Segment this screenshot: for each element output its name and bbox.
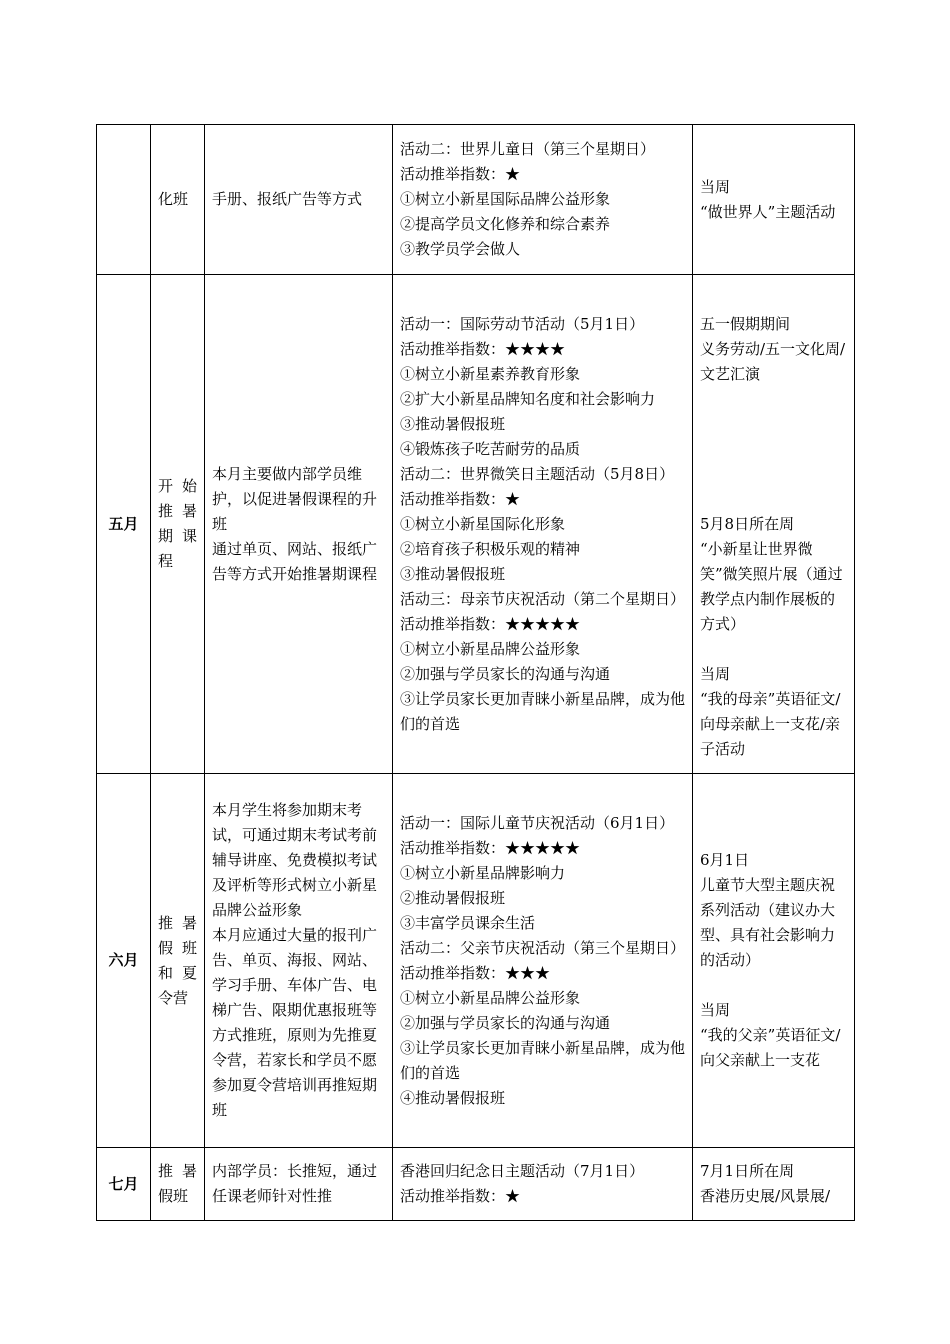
- month-cell: 五月: [97, 275, 151, 774]
- activity-line: 活动推举指数：★: [400, 165, 521, 183]
- activity-line: ①树立小新星国际品牌公益形象: [400, 190, 611, 208]
- note-line: 香港历史展/风景展/: [700, 1187, 831, 1205]
- activity-line: 活动推举指数：★: [400, 489, 521, 508]
- strategy-text: 手册、报纸广告等方式: [212, 190, 363, 208]
- spacer: [700, 387, 847, 412]
- activity-line: ④推动暑假报班: [400, 1088, 506, 1107]
- table-row: [97, 275, 855, 774]
- activity-line: 活动二：世界儿童日（第三个星期日）: [400, 140, 656, 158]
- month-cell: 六月: [97, 774, 151, 1148]
- note-line: 6月1日: [700, 851, 750, 869]
- table-row: [97, 1148, 855, 1221]
- activity-line: 活动推举指数：★★★★★: [400, 614, 581, 633]
- notes-cell: [693, 774, 855, 1148]
- note-line: 五一假期期间: [700, 314, 791, 333]
- activity-line: ①树立小新星品牌公益形象: [400, 639, 581, 658]
- activity-line: 活动推举指数：★: [400, 1187, 521, 1205]
- activity-line: ①树立小新星素养教育形象: [400, 364, 581, 383]
- notes-cell: [693, 1148, 855, 1221]
- activity-line: ①树立小新星品牌公益形象: [400, 988, 581, 1007]
- activity-line: 活动三：母亲节庆祝活动（第二个星期日）: [400, 589, 686, 608]
- activity-line: ③教学员学会做人: [400, 240, 521, 258]
- strategy-cell: [205, 275, 393, 774]
- theme-cell: 开始推暑期课程: [151, 275, 205, 774]
- spacer: [700, 973, 847, 998]
- activity-line: 活动二：世界微笑日主题活动（5月8日）: [400, 464, 675, 483]
- activity-line: ③推动暑假报班: [400, 564, 506, 583]
- activity-line: 活动一：国际儿童节庆祝活动（6月1日）: [400, 813, 675, 832]
- theme-cell: 推暑假班: [151, 1148, 205, 1221]
- strategy-text: 通过单页、网站、报纸广告等方式开始推暑期课程: [212, 539, 378, 583]
- activity-line: 香港回归纪念日主题活动（7月1日）: [400, 1162, 645, 1180]
- activities-cell: [393, 774, 693, 1148]
- spacer: [700, 637, 847, 662]
- activities-cell: [393, 125, 693, 275]
- strategy-cell: [205, 774, 393, 1148]
- activities-cell: [393, 1148, 693, 1221]
- activity-line: ②加强与学员家长的沟通与沟通: [400, 1013, 611, 1032]
- spacer: [700, 437, 847, 462]
- note-line: “小新星让世界微笑”微笑照片展（通过教学点内制作展板的方式）: [700, 539, 843, 633]
- strategy-text: 本月学生将参加期末考试，可通过期末考试考前辅导讲座、免费模拟考试及评析等形式树立小新星品牌公益形象: [212, 801, 378, 919]
- activity-line: 活动推举指数：★★★: [400, 963, 551, 982]
- note-line: “我的母亲”英语征文/向母亲献上一支花/亲子活动: [700, 689, 841, 758]
- activity-line: ③推动暑假报班: [400, 414, 506, 433]
- note-line: “我的父亲”英语征文/向父亲献上一支花: [700, 1026, 841, 1069]
- note-line: “做世界人”主题活动: [700, 202, 836, 221]
- notes-cell: [693, 275, 855, 774]
- theme-cell: 化班: [151, 125, 205, 275]
- activity-line: ④锻炼孩子吃苦耐劳的品质: [400, 439, 581, 458]
- spacer: [700, 462, 847, 487]
- spacer: [700, 487, 847, 512]
- spacer: [700, 412, 847, 437]
- table-row: [97, 774, 855, 1148]
- theme-cell: 推暑假班和夏令营: [151, 774, 205, 1148]
- activity-line: ③让学员家长更加青睐小新星品牌，成为他们的首选: [400, 1038, 686, 1082]
- table-row: [97, 125, 855, 275]
- activity-line: 活动一：国际劳动节活动（5月1日）: [400, 314, 645, 333]
- activity-line: ②提高学员文化修养和综合素养: [400, 215, 611, 233]
- activity-line: 活动推举指数：★★★★★: [400, 838, 581, 857]
- strategy-cell: [205, 125, 393, 275]
- note-line: 当周: [700, 664, 731, 683]
- activity-line: 活动推举指数：★★★★: [400, 339, 566, 358]
- strategy-text: 本月主要做内部学员维护，以促进暑假课程的升班: [212, 464, 378, 533]
- strategy-text: 本月应通过大量的报刊广告、单页、海报、网站、学习手册、车体广告、电梯广告、限期优惠报班等方式推班，原则为先推夏令营，若家长和学员不愿参加夏令营培训再推短期班: [212, 926, 378, 1119]
- strategy-text: 内部学员：长推短，通过任课老师针对性推: [212, 1162, 378, 1205]
- notes-cell: [693, 125, 855, 275]
- note-line: 义务劳动/五一文化周/文艺汇演: [700, 339, 846, 383]
- activity-line: ①树立小新星国际化形象: [400, 514, 566, 533]
- activity-line: ②推动暑假报班: [400, 888, 506, 907]
- activity-line: ②加强与学员家长的沟通与沟通: [400, 664, 611, 683]
- note-line: 儿童节大型主题庆祝系列活动（建议办大型、具有社会影响力的活动）: [700, 876, 836, 969]
- month-cell: [97, 125, 151, 275]
- activity-line: ③让学员家长更加青睐小新星品牌，成为他们的首选: [400, 689, 686, 733]
- note-line: 7月1日所在周: [700, 1162, 795, 1180]
- spacer: [700, 287, 847, 312]
- activity-line: ③丰富学员课余生活: [400, 913, 536, 932]
- note-line: 5月8日所在周: [700, 514, 795, 533]
- activity-line: 活动二：父亲节庆祝活动（第三个星期日）: [400, 938, 686, 957]
- activities-cell: [393, 275, 693, 774]
- activity-line: ②培育孩子积极乐观的精神: [400, 539, 581, 558]
- strategy-cell: [205, 1148, 393, 1221]
- month-cell: 七月: [97, 1148, 151, 1221]
- note-line: 当周: [700, 177, 731, 196]
- activity-plan-table: [96, 124, 855, 1221]
- activity-line: ②扩大小新星品牌知名度和社会影响力: [400, 389, 656, 408]
- note-line: 当周: [700, 1001, 731, 1019]
- activity-line: ①树立小新星品牌影响力: [400, 863, 566, 882]
